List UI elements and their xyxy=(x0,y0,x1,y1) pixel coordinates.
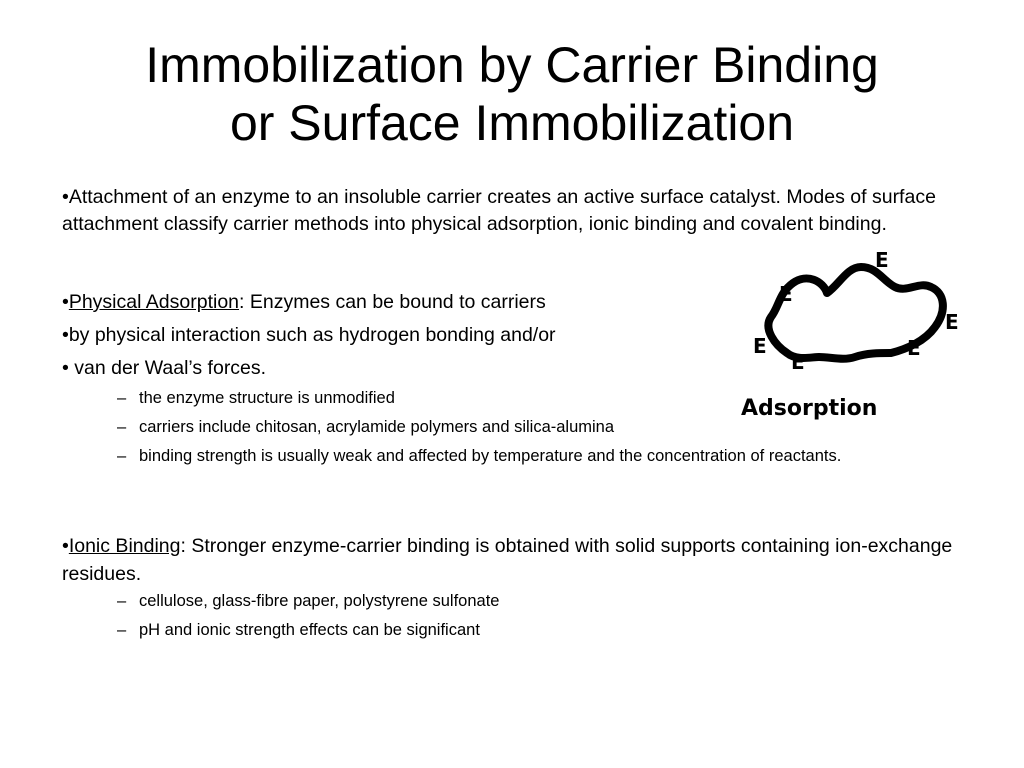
ionic-binding-paragraph xyxy=(62,532,972,588)
adsorption-diagram xyxy=(735,245,970,425)
dash-marker: – xyxy=(117,447,127,465)
slide-title xyxy=(0,36,1024,152)
intro-paragraph: •Attachment of an enzyme to an insoluble carrier creates an active surface catalyst. Modes of surface attachment classify carrier methods into physical adsorption, ionic binding and covalent binding. xyxy=(62,186,936,235)
dash-marker: – xyxy=(117,592,127,610)
subpoint-text: cellulose, glass-fibre paper, polystyrene sulfonate xyxy=(139,592,500,610)
enzyme-label: E xyxy=(907,336,921,360)
physical-adsorption-heading xyxy=(62,289,546,315)
title-line-1: Immobilization by Carrier Binding xyxy=(145,37,879,93)
ionic-binding-term: Ionic Binding xyxy=(68,535,181,557)
physical-adsorption-description: : Enzymes can be bound to carriers xyxy=(239,291,546,313)
bullet: • xyxy=(62,291,69,313)
enzyme-label: E xyxy=(945,310,959,334)
subpoint-text: carriers include chitosan, acrylamide polymers and silica-alumina xyxy=(139,418,615,436)
subpoint-text: pH and ionic strength effects can be significant xyxy=(139,621,480,639)
subpoint-text: the enzyme structure is unmodified xyxy=(139,389,395,407)
physical-adsorption-line-3: • van der Waal’s forces. xyxy=(62,357,267,379)
enzyme-label: E xyxy=(779,282,793,306)
enzyme-label: E xyxy=(791,350,805,374)
ionic-binding-description: : Stronger enzyme-carrier binding is obtained with solid supports containing ion-exchange residues. xyxy=(62,535,953,585)
dash-marker: – xyxy=(117,621,127,639)
physical-adsorption-line-2: •by physical interaction such as hydrogen bonding and/or xyxy=(62,324,556,346)
subpoint-text: binding strength is usually weak and affected by temperature and the concentration of reactants. xyxy=(139,447,842,465)
bullet: • xyxy=(62,535,69,557)
adsorption-caption: Adsorption xyxy=(741,396,878,421)
physical-adsorption-term: Physical Adsorption xyxy=(68,291,240,313)
dash-marker: – xyxy=(117,389,127,407)
enzyme-label: E xyxy=(753,334,767,358)
enzyme-label: E xyxy=(875,248,889,272)
title-line-2: or Surface Immobilization xyxy=(229,95,795,151)
dash-marker: – xyxy=(117,418,127,436)
